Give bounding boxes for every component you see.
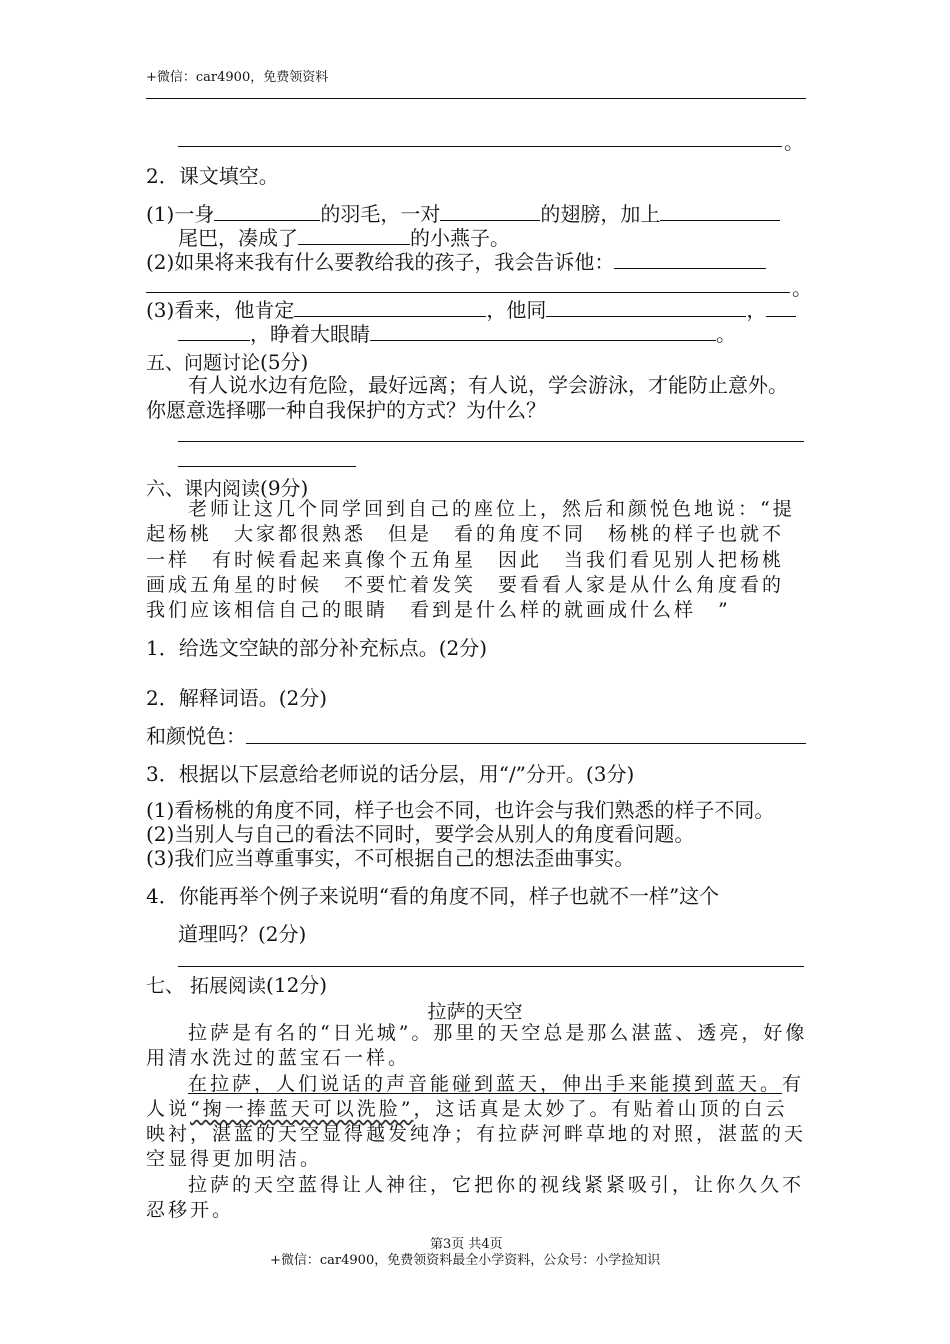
article-text: 人说 [146,1098,191,1120]
end-mark: 。 [784,130,804,154]
article-text: 有 [782,1073,805,1095]
q2-title: 2．课文填空。 [146,164,279,188]
blank[interactable] [214,202,320,221]
section-score: (12分) [266,973,328,997]
section-5-heading [146,348,308,375]
answer-line [178,146,782,147]
s6-q3-item: (2)当别人与自己的看法不同时，要学会从别人的角度看问题。 [146,822,695,846]
blank[interactable] [614,250,766,269]
s6-question-2: 2．解释词语。(2分) [146,686,328,710]
s6-q3-item: (1)看杨桃的角度不同，样子也会不同，也许会与我们熟悉的样子不同。 [146,798,775,822]
section-score: (9分) [260,476,309,500]
answer-line [178,441,804,442]
article-line: 用清水洗过的蓝宝石一样。 [146,1047,411,1069]
blank[interactable] [546,298,746,317]
blank[interactable] [370,322,716,341]
section-title: 七、 拓展阅读 [146,975,267,997]
q2-line-2 [178,226,510,250]
s6-q2-word: 和颜悦色： [146,724,246,748]
passage-line: 画成五角星的时候 不要忙着发笑 要看看人家是从什么角度看的 [146,574,785,596]
q2-text: ，睁着大眼睛 [250,322,370,346]
footer-note: +微信：car4900，免费领资料最全小学资料，公众号：小学捡知识 [270,1253,661,1268]
s6-q3-item: (3)我们应当尊重事实，不可根据自己的想法歪曲事实。 [146,846,635,870]
section-title: 六、课内阅读 [146,478,261,500]
answer-line [178,466,356,467]
q2-text: 的小燕子。 [410,226,510,250]
s5-paragraph: 你愿意选择哪一种自我保护的方式？为什么？ [146,398,546,422]
q2-text: ，他同 [486,298,547,322]
answer-line [178,966,804,967]
underlined-sentence: 在拉萨，人们说话的声音能碰到蓝天，伸出手来能摸到蓝天。 [188,1073,783,1095]
page-number: 第3页 共4页 [430,1237,503,1252]
q2-text: 的翅膀，加上 [540,202,661,226]
article-line: 忍移开。 [146,1199,235,1221]
q2-line-6 [178,322,736,346]
q2-line-5 [146,298,796,322]
s6-question-4-cont: 道理吗？(2分) [178,922,307,946]
q2-text: 的羽毛，一对 [320,202,441,226]
q2-text: 。 [716,322,736,346]
q2-text: ， [746,298,767,322]
blank[interactable] [660,202,780,221]
q2-line-1 [146,202,780,226]
blank[interactable] [178,322,250,341]
article-line: 空显得更加明洁。 [146,1148,323,1170]
section-title: 五、问题讨论 [146,352,261,374]
q2-line-3 [146,250,766,274]
blank[interactable] [766,298,796,317]
section-7-heading [146,971,327,998]
blank[interactable] [440,202,540,221]
answer-line [146,98,806,99]
s6-question-1: 1．给选文空缺的部分补充标点。(2分) [146,636,488,660]
article-text: ，这话真是太妙了。有贴着山顶的白云 [413,1098,788,1120]
s6-question-4: 4．你能再举个例子来说明“看的角度不同，样子也就不一样”这个 [146,884,720,908]
passage-line: 一样 有时候看起来真像个五角星 因此 当我们看见别人把杨桃 [146,549,785,571]
q2-text: (2)如果将来我有什么要教给我的孩子，我会告诉他： [146,250,615,274]
blank[interactable] [298,226,410,245]
answer-line [246,743,806,744]
blank[interactable] [294,298,486,317]
article-line: 映衬，湛蓝的天空显得越发纯净；有拉萨河畔草地的对照，湛蓝的天 [146,1123,807,1145]
passage-line: 起杨桃 大家都很熟悉 但是 看的角度不同 杨桃的样子也就不 [146,523,785,545]
article-line [146,1097,787,1121]
q2-text: 尾巴，凑成了 [178,226,298,250]
header-note: +微信：car4900，免费领资料 [146,70,329,85]
s6-question-3: 3．根据以下层意给老师说的话分层，用“/”分开。(3分) [146,762,635,786]
q2-text: (3)看来，他肯定 [146,298,295,322]
passage-line: 老师让这几个同学回到自己的座位上，然后和颜悦色地说：“提 [188,498,795,520]
article-line [188,1072,804,1096]
q2-text: (1)一身 [146,202,215,226]
article-title: 拉萨的天空 [427,1001,523,1023]
wavy-quote: “掬一捧蓝天可以洗脸” [190,1098,414,1120]
article-line: 拉萨的天空蓝得让人神往，它把你的视线紧紧吸引，让你久久不 [188,1174,805,1196]
s5-paragraph: 有人说水边有危险，最好远离；有人说，学会游泳，才能防止意外。 [188,373,788,397]
article-line: 拉萨是有名的“日光城”。那里的天空总是那么湛蓝、透亮，好像 [188,1022,808,1044]
section-score: (5分) [260,350,309,374]
end-mark: 。 [792,276,812,300]
answer-line [146,292,790,293]
passage-line: 我们应该相信自己的眼睛 看到是什么样的就画成什么样 ” [146,599,731,621]
